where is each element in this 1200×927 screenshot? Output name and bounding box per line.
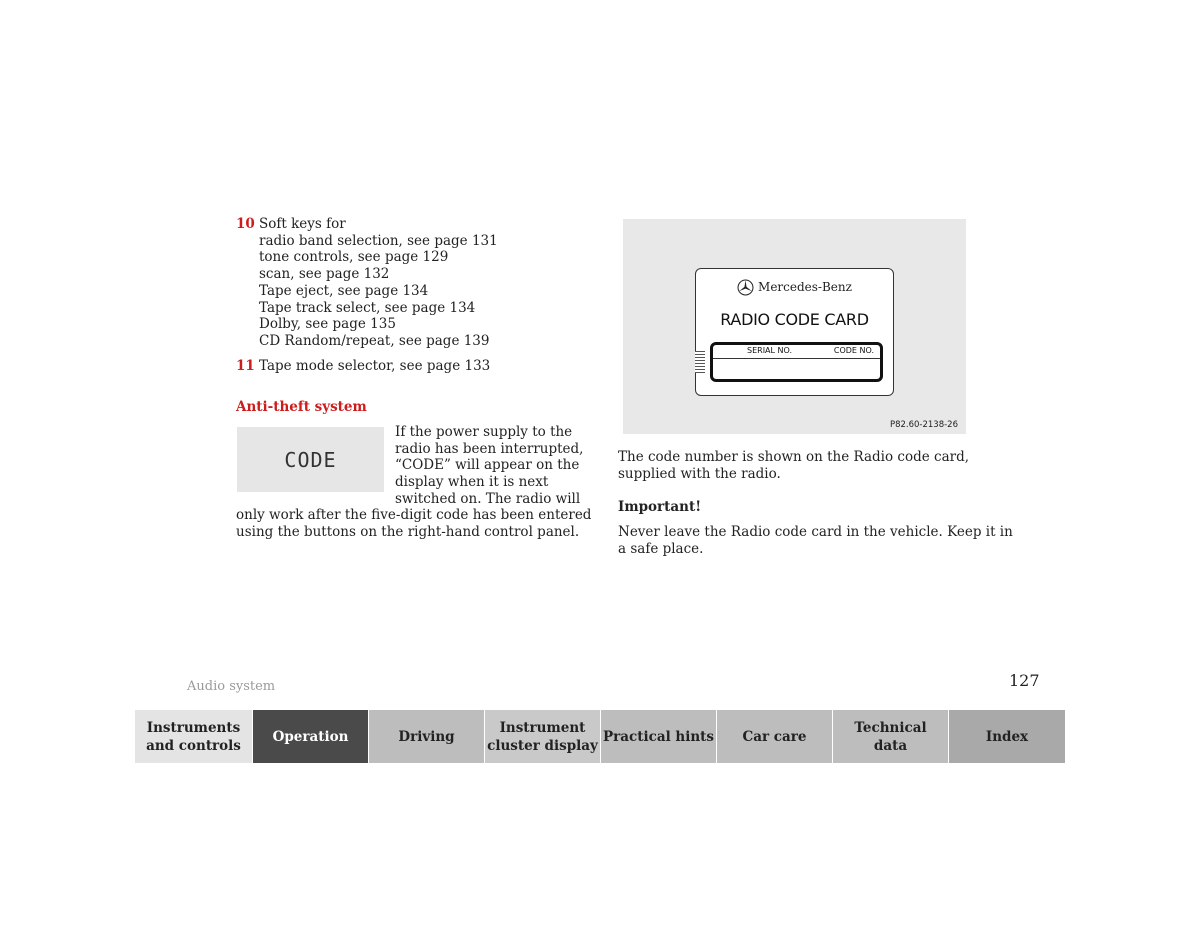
tab-label: cluster display [487,737,598,754]
text-line: switched on. The radio will [395,490,581,507]
text-line: a safe place. [618,540,704,557]
tab-instruments-and-controls[interactable] [135,710,253,763]
tab-label: Practical hints [603,728,714,745]
antitheft-heading: Anti-theft system [236,399,367,415]
item-line: Tape mode selector, see page 133 [259,358,491,374]
item-line: Soft keys for [259,216,346,232]
code-box-divider [713,358,880,359]
tab-operation[interactable] [253,710,369,763]
brand-name: Mercedes-Benz [758,280,852,294]
tab-technical-data[interactable] [833,710,949,763]
section-label: Audio system [187,679,276,694]
tab-instrument-cluster-display[interactable] [485,710,601,763]
brand-logo [696,279,893,296]
text-line: display when it is next [395,474,549,491]
radio-code-card [695,268,894,396]
antitheft-full-text [236,507,591,540]
tab-label: Driving [398,728,455,745]
tab-label: and controls [146,737,241,754]
item-line: Tape eject, see page 134 [259,282,429,299]
radio-code-card-figure [623,219,966,434]
serial-label: SERIAL NO. [747,346,793,355]
tab-label: Technical [854,719,927,736]
mercedes-star-icon [737,279,754,296]
item-number: 10 [236,216,255,232]
page-number: 127 [1009,671,1040,690]
tab-label: Instrument [499,719,586,736]
item-number: 11 [236,358,255,374]
figure-code: P82.60-2138-26 [889,420,958,430]
tab-label: Instruments [146,719,241,736]
tab-label: Index [985,728,1029,745]
tab-label: Operation [272,728,349,745]
item-line: radio band selection, see page 131 [259,232,498,249]
tab-index[interactable] [949,710,1065,763]
magnetic-stripe [695,351,705,373]
text-line: Never leave the Radio code card in the vehicle. Keep it in [618,524,1013,540]
text-line: supplied with the radio. [618,465,781,482]
tab-car-care[interactable] [717,710,833,763]
important-heading: Important! [618,499,702,515]
code-display-text: CODE [284,447,337,472]
text-line: If the power supply to the [395,424,573,440]
text-line: only work after the five-digit code has been entered [236,507,592,523]
item-line: Dolby, see page 135 [259,316,396,333]
item-lines [259,216,498,350]
antitheft-wrap-text [395,424,583,508]
item-line: Tape track select, see page 134 [259,299,476,316]
tab-label: Car care [742,728,807,745]
tab-practical-hints[interactable] [601,710,717,763]
tab-driving[interactable] [369,710,485,763]
code-box [710,342,883,382]
item-line: CD Random/repeat, see page 139 [259,332,490,349]
code-display [237,427,384,492]
text-line: radio has been interrupted, [395,440,584,457]
code-label: CODE NO. [833,346,874,355]
item-line: scan, see page 132 [259,266,390,283]
text-line: “CODE” will appear on the [395,457,580,474]
text-line: The code number is shown on the Radio code card, [618,449,970,465]
card-title: RADIO CODE CARD [720,310,869,329]
item-line: tone controls, see page 129 [259,249,449,266]
important-text [618,524,1013,557]
chapter-navigation [135,710,1065,763]
item-lines [259,358,490,375]
tab-label: data [873,737,908,754]
figure-caption [618,449,969,482]
text-line: using the buttons on the right-hand control panel. [236,523,580,540]
